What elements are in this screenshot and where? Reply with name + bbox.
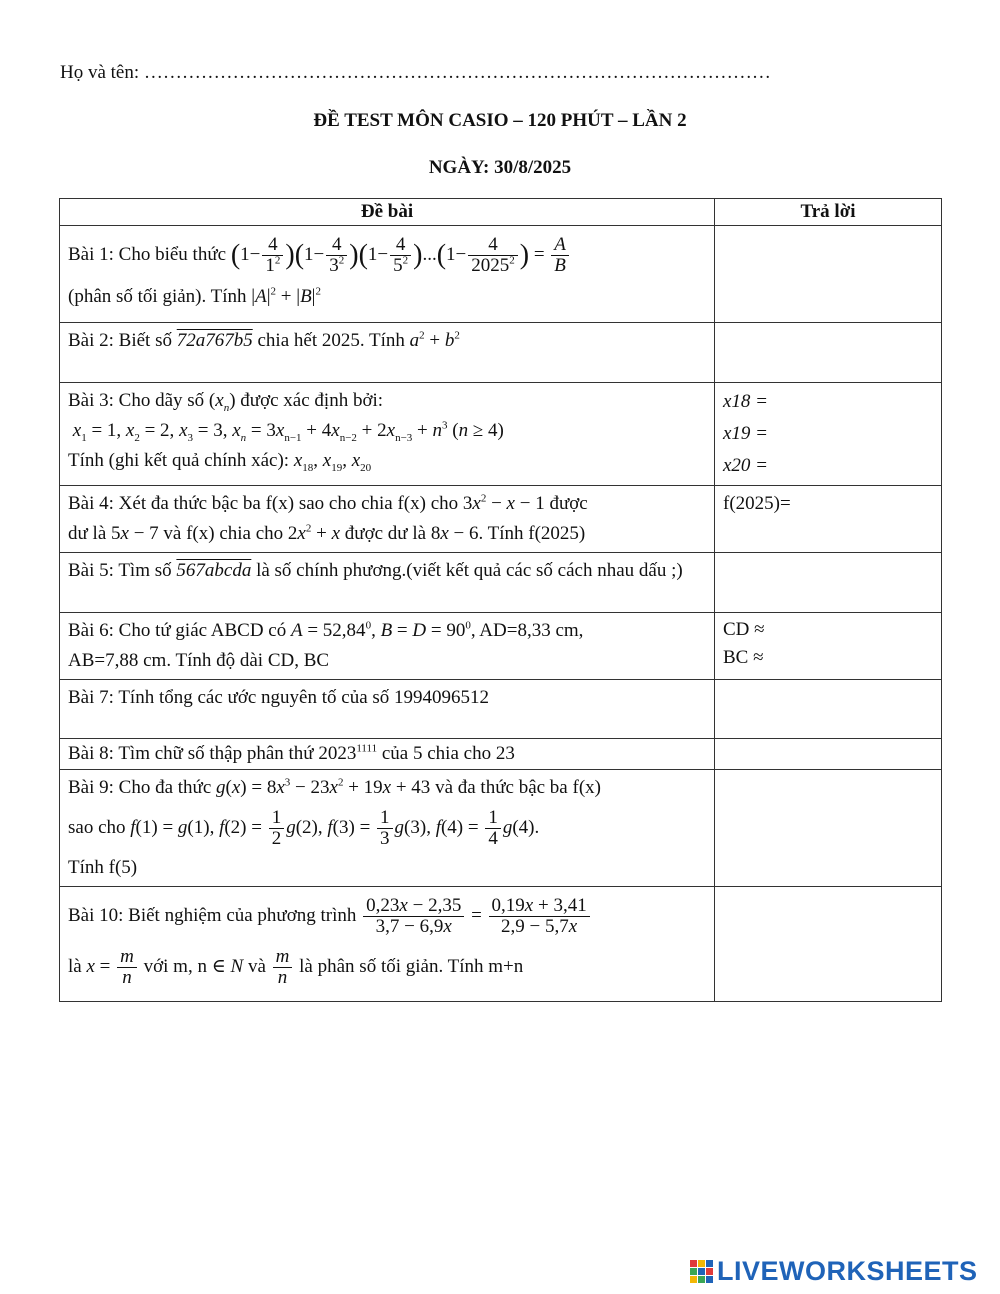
student-name-line: Họ và tên: ……………………………………………………………………………………… <box>60 62 771 83</box>
table-header-row <box>60 199 942 226</box>
q2-number: 72a767b5 <box>176 330 253 351</box>
question-6: Bài 6: Cho tứ giác ABCD có $A = 52,84^0$, $B = D = 90^0$, AD=8,33 cm, AB=7,88 cm. Tính độ dài CD, BC <box>60 613 715 680</box>
answer-cd: CD ≈ <box>723 619 765 640</box>
header-answer: Trả lời <box>715 199 942 226</box>
q3-middle: được xác định bởi: <box>240 390 384 411</box>
q2-target: $a^2 + b^2$ <box>409 329 460 351</box>
q3-compute: Tính (ghi kết quả chính xác): <box>68 450 290 471</box>
question-1 <box>60 226 715 323</box>
answer-2[interactable] <box>715 323 942 383</box>
question-5: Bài 5: Tìm số 567abcda là số chính phương.(viết kết quả các số cách nhau dấu ;) <box>60 553 715 613</box>
header-question: Đề bài <box>60 199 715 226</box>
question-row-6 <box>60 613 942 680</box>
answer-f2025: f(2025)= <box>723 493 791 514</box>
question-10: Bài 10: Biết nghiệm của phương trình $\frac{0,23x - 2,35}{3,7 - 6,9x}$ = $\frac{0,19x + 3,41}{2,9 - 5,7x}$ là x = $\frac{m}{n}$ với m, n ∈ N và $\frac{m}{n}$ là phân số tối giản. Tính m+n <box>60 887 715 1002</box>
question-row-4 <box>60 486 942 553</box>
question-row-5 <box>60 553 942 613</box>
question-row-7 <box>60 680 942 739</box>
answer-4[interactable] <box>715 486 942 553</box>
q1-target: $|A|^2 + |B|^2$ <box>251 285 321 307</box>
question-row-3 <box>60 383 942 486</box>
question-9: Bài 9: Cho đa thức $g(x) = 8x^3 - 23x^2 + 19x + 43$ và đa thức bậc ba f(x) sao cho f(1) = g(1), f(2) = $\frac{1}{2}$ g(2), f(3) = $\frac{1}{3}$ g(3), f(4) = $\frac{1}{4}$ g(4). Tính f(5) <box>60 770 715 887</box>
question-8: Bài 8: Tìm chữ số thập phân thứ $2023^{1111}$ của 5 chia cho 23 <box>60 739 715 770</box>
answer-x20: x20 = <box>723 455 769 476</box>
question-row-8 <box>60 739 942 770</box>
q1-formula: (1− $\frac{4}{1^2}$ )(1− $\frac{4}{3^2}$ )(1− $\frac{4}{5^2}$ )...(1− $\frac{4}{2025^2}$ ) = $\frac{A}{B}$ <box>231 244 571 265</box>
question-7: Bài 7: Tính tổng các ước nguyên tố của số 1994096512 <box>60 680 715 739</box>
answer-10[interactable] <box>715 887 942 1002</box>
question-4: Bài 4: Xét đa thức bậc ba f(x) sao cho chia f(x) cho $3x^2 - x - 1$ được dư là 5x − 7 và f(x) chia cho $2x^2 + x$ được dư là 8x − 6. Tính f(2025) <box>60 486 715 553</box>
question-row-1 <box>60 226 942 323</box>
question-row-2 <box>60 323 942 383</box>
q1-prefix: Bài 1: Cho biểu thức <box>68 244 227 265</box>
question-row-9 <box>60 770 942 887</box>
answer-5[interactable] <box>715 553 942 613</box>
answer-9[interactable] <box>715 770 942 887</box>
answer-8[interactable] <box>715 739 942 770</box>
liveworksheets-logo-icon <box>690 1260 713 1283</box>
q2-middle: chia hết 2025. Tính <box>257 330 405 351</box>
answer-bc: BC ≈ <box>723 647 764 668</box>
q3-prefix: Bài 3: Cho dãy số <box>68 390 205 411</box>
question-3: Bài 3: Cho dãy số $(x_n)$ được xác định bởi: $x_1 = 1$, $x_2 = 2$, $x_3 = 3$, $x_n = 3x_{n-1} + 4x_{n-2} + 2x_{n-3} + n^3$ (n ≥ 4) Tính (ghi kết quả chính xác): $x_{18}$, $x_{19}$, $x_{20}$ <box>60 383 715 486</box>
exam-date: NGÀY: 30/8/2025 <box>428 157 572 178</box>
answer-x19: x19 = <box>723 423 769 444</box>
q2-prefix: Bài 2: Biết số <box>68 330 172 351</box>
question-row-10 <box>60 887 942 1002</box>
answer-1[interactable] <box>715 226 942 323</box>
answer-6[interactable] <box>715 613 942 680</box>
question-2 <box>60 323 715 383</box>
liveworksheets-logo-text: LIVEWORKSHEETS <box>717 1255 978 1286</box>
answer-x18: x18 = <box>723 391 769 412</box>
answer-7[interactable] <box>715 680 942 739</box>
q5-number: 567abcda <box>176 560 252 581</box>
q3-recurrence: $x_1 = 1$, $x_2 = 2$, $x_3 = 3$, $x_n = 3x_{n-1} + 4x_{n-2} + 2x_{n-3} + n^3$ (n ≥ 4) <box>72 419 504 444</box>
exam-table <box>59 198 942 1002</box>
answer-3[interactable] <box>715 383 942 486</box>
exam-title: ĐỀ TEST MÔN CASIO – 120 PHÚT – LẦN 2 <box>313 110 687 131</box>
liveworksheets-logo <box>690 1256 978 1286</box>
q1-line2: (phân số tối giản). Tính <box>68 285 247 307</box>
